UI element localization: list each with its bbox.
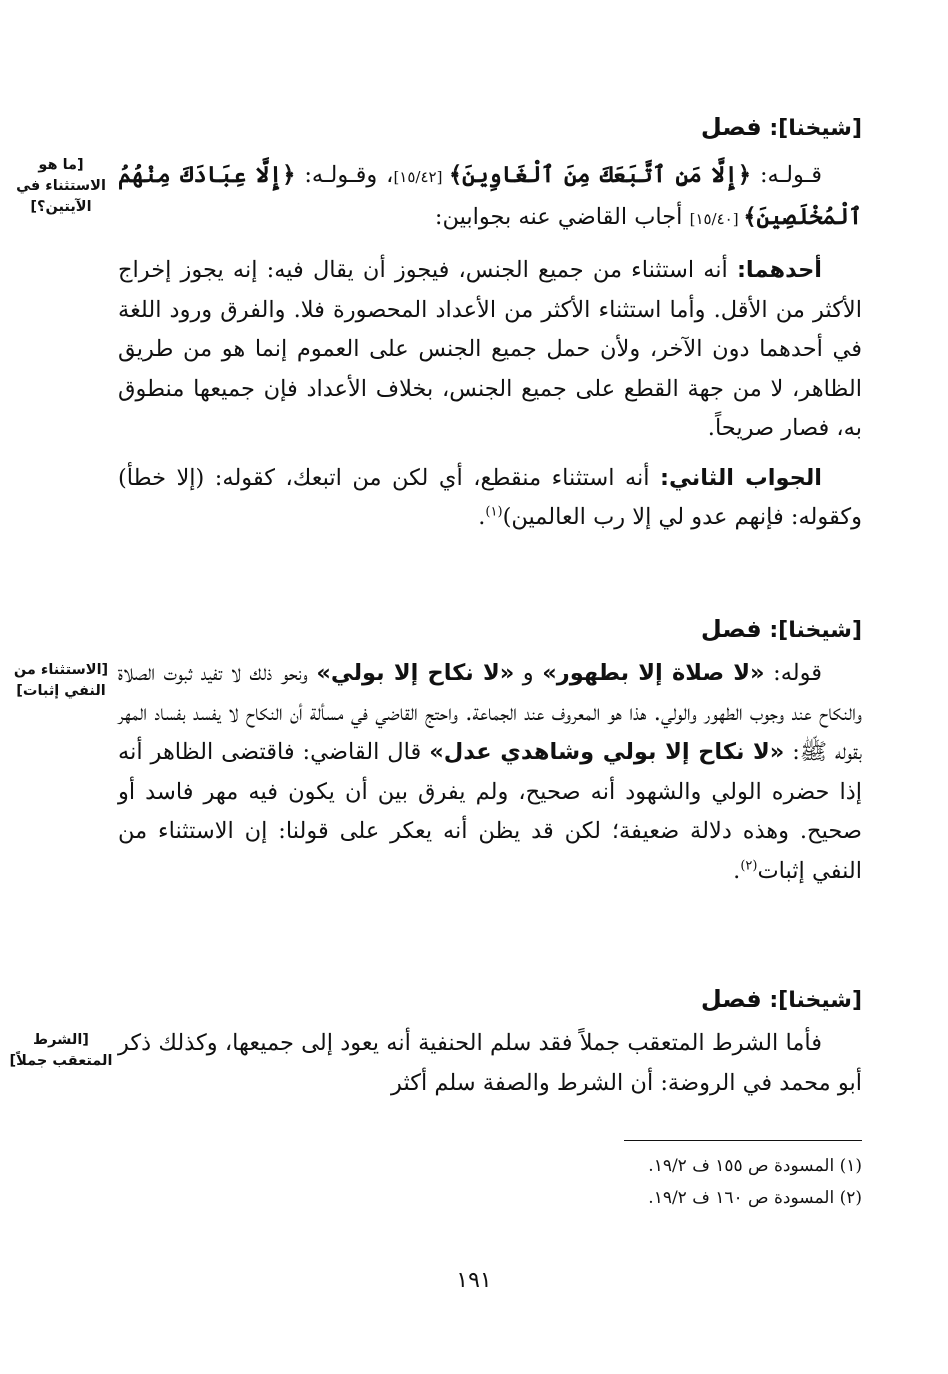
text-run: أجاب القاضي عنه بجوابين: [434,203,690,230]
text-run: ونحو ذلك لا تفيد ثبوت الصلاة والنكاح عند وجوب الطهور والولي. هذا هو المعروف عند الجماعة. واحتج القاضي في مسألة أن النكاح لا يفسد بفساد المهر بقوله ﷺ: [118,660,863,765]
paragraph: فأما الشرط المتعقب جملاً فقد سلم الحنفية أنه يعود إلى جميعها، وكذلك ذكر أبو محمد في الروضة: أن الشرط والصفة سلم أكثر [118,1030,862,1096]
text-run: أنه استثناء من جميع الجنس، فيجوز أن يقال فيه: إنه يجوز إخراج الأكثر من الأقل. وأما استثناء الأكثر من الأعداد المحصورة فلا. والفرق ورود اللغة في أحدهما دون الآخر، ولأن حمل جميع الجنس على العموم إنما هو من طريق الظاهر، لا من جهة القطع على جميع الجنس، بخلاف الأعداد فإن جميعها منطوق به، فصار صريحاً. [118,257,862,441]
text-run: أنه استثناء منقطع، أي لكن من اتبعك، كقوله: (إلا خطأ) وكقوله: فإنهم عدو لي إلا رب العالمين) [118,464,862,530]
heading-title: فصل [700,985,762,1013]
hadith-quote: «لا نكاح إلا بولي» [316,660,515,686]
section-body [118,156,862,538]
footnote-marker: (١) [485,504,503,520]
heading-prefix: [شيخنا]: [769,988,862,1013]
page-number: ١٩١ [456,1268,492,1293]
hadith-quote: «لا نكاح إلا بولي وشاهدي عدل» [429,739,785,765]
paragraph [118,654,862,891]
footnote-separator [624,1140,862,1141]
verse-reference: [١٥/٤٢] [393,168,449,186]
section-body [118,1024,862,1103]
footnote-marker: (٢) [740,858,758,873]
text-run: قـولـه: [751,162,823,188]
section-heading [118,112,862,144]
paragraph [118,459,862,538]
section-heading [118,614,862,646]
section-heading [118,984,862,1016]
heading-title: فصل [700,615,762,643]
hadith-quote: «لا صلاة إلا بطهور» [542,660,765,686]
text-run: و [514,660,543,686]
heading-title: فصل [700,113,762,141]
text-run: . [733,857,741,884]
text-run: قال القاضي: فاقتضى الظاهر أنه إذا حضره الولي والشهود أنه صحيح، ولم يفرق بين أن يكون فيه مهر فاسد أو صحيح. وهذه دلالة ضعيفة؛ لكن قد يظن أنه يعكر على قولنا: إن الاستثناء من النفي إثبات [118,739,862,884]
text-run: ، وقـولـه: [295,162,394,188]
heading-prefix: [شيخنا]: [769,618,862,643]
margin-note: [الاستثناء من النفي إثبات] [13,662,109,699]
verse-reference: [١٥/٤٠] [689,209,744,228]
margin-note: [ما هو الاستثناء في الآيتين؟] [16,157,106,215]
text-run: . [478,504,486,530]
footnotes [118,1150,862,1214]
text-run: قوله: [764,660,823,686]
footnote: (٢) المسودة ص ١٦٠ ف ١٩/٢. [648,1188,862,1208]
heading-prefix: [شيخنا]: [769,116,862,141]
section-body [118,654,862,891]
lead-term: أحدهما: [736,257,822,283]
margin-note: [الشرط المتعقب جملاً] [9,1032,113,1069]
paragraph [118,251,862,449]
quran-quote: ﴿إِلَّا عِبَادَكَ مِنْهُمُ ٱلْمُخْلَصِينَ﴾ [118,162,862,230]
footnote: (١) المسودة ص ١٥٥ ف ١٩/٢. [648,1156,862,1176]
lead-term: الجواب الثاني: [660,464,822,491]
quran-quote: ﴿إِلَّا مَنِ ٱتَّبَعَكَ مِنَ ٱلْغَاوِينَ﴾ [448,162,752,188]
paragraph [118,156,862,239]
